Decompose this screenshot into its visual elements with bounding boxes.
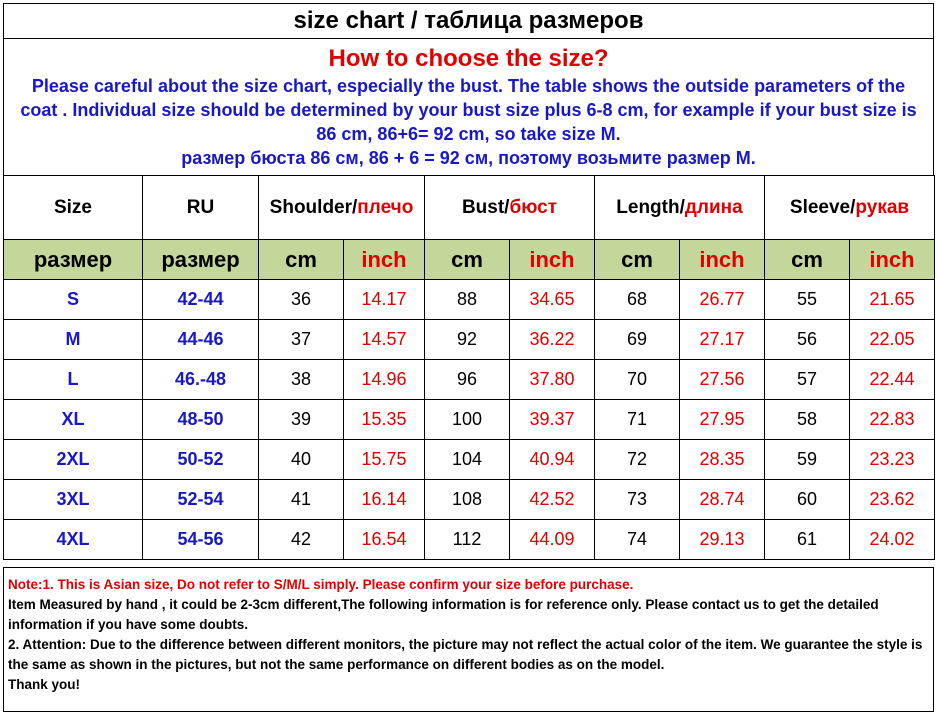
cell-length-cm: 70 [595, 360, 680, 400]
cell-shoulder-in: 14.57 [344, 320, 425, 360]
cell-sleeve-in: 22.05 [850, 320, 935, 360]
cell-length-in: 27.17 [680, 320, 765, 360]
cell-bust-in: 34.65 [510, 280, 595, 320]
cell-length-in: 28.35 [680, 440, 765, 480]
page-title: size chart / таблица размеров [3, 3, 934, 39]
table-row [4, 480, 935, 520]
cell-ru: 54-56 [143, 520, 259, 560]
cell-bust-cm: 92 [425, 320, 510, 360]
size-chart-page [3, 3, 934, 712]
cell-ru: 42-44 [143, 280, 259, 320]
cell-sleeve-in: 23.23 [850, 440, 935, 480]
cell-length-in: 27.95 [680, 400, 765, 440]
cell-bust-cm: 96 [425, 360, 510, 400]
cell-shoulder-in: 14.96 [344, 360, 425, 400]
table-header-row [4, 176, 935, 240]
cell-length-cm: 71 [595, 400, 680, 440]
cell-ru: 44-46 [143, 320, 259, 360]
cell-shoulder-in: 15.35 [344, 400, 425, 440]
subheader-shoulder-cm: cm [259, 240, 344, 280]
cell-size: S [4, 280, 143, 320]
header-shoulder-en: Shoulder/ [269, 196, 358, 218]
cell-shoulder-cm: 41 [259, 480, 344, 520]
header-bust-ru: бюст [509, 196, 558, 218]
cell-size: 3XL [4, 480, 143, 520]
cell-shoulder-in: 15.75 [344, 440, 425, 480]
cell-length-in: 27.56 [680, 360, 765, 400]
cell-sleeve-in: 23.62 [850, 480, 935, 520]
cell-bust-cm: 88 [425, 280, 510, 320]
cell-bust-in: 39.37 [510, 400, 595, 440]
cell-size: 4XL [4, 520, 143, 560]
cell-bust-cm: 108 [425, 480, 510, 520]
header-length [595, 176, 765, 240]
cell-sleeve-in: 24.02 [850, 520, 935, 560]
cell-shoulder-cm: 37 [259, 320, 344, 360]
cell-ru: 50-52 [143, 440, 259, 480]
cell-length-in: 26.77 [680, 280, 765, 320]
table-row [4, 280, 935, 320]
cell-bust-in: 37.80 [510, 360, 595, 400]
header-bust-en: Bust/ [461, 196, 510, 218]
cell-sleeve-cm: 59 [765, 440, 850, 480]
header-ru: RU [143, 176, 259, 240]
note-thanks: Thank you! [8, 677, 81, 692]
cell-size: XL [4, 400, 143, 440]
cell-length-in: 28.74 [680, 480, 765, 520]
subheader-sleeve-cm: cm [765, 240, 850, 280]
size-table [3, 175, 935, 560]
subheader-sleeve-inch: inch [850, 240, 935, 280]
cell-bust-in: 40.94 [510, 440, 595, 480]
cell-bust-cm: 104 [425, 440, 510, 480]
cell-length-cm: 72 [595, 440, 680, 480]
cell-bust-cm: 100 [425, 400, 510, 440]
cell-bust-cm: 112 [425, 520, 510, 560]
header-sleeve-en: Sleeve/ [789, 196, 856, 218]
cell-length-cm: 73 [595, 480, 680, 520]
header-sleeve [765, 176, 935, 240]
header-sleeve-ru: рукав [855, 196, 910, 218]
cell-sleeve-in: 22.44 [850, 360, 935, 400]
subheader-size: размер [4, 240, 143, 280]
header-shoulder-ru: плечо [357, 196, 414, 218]
cell-length-cm: 74 [595, 520, 680, 560]
note-monitor-attention: 2. Attention: Due to the difference between different monitors, the picture may not reflect the actual color of the item. We guarantee the style is the same as shown in the pictures, but not the same performance on different bodies as on the model. [8, 637, 923, 672]
cell-sleeve-cm: 58 [765, 400, 850, 440]
note-asian-size: Note:1. This is Asian size, Do not refer to S/M/L simply. Please confirm your size before purchase. [8, 577, 634, 592]
header-shoulder [259, 176, 425, 240]
cell-shoulder-cm: 42 [259, 520, 344, 560]
cell-shoulder-cm: 38 [259, 360, 344, 400]
intro-paragraph-ru: размер бюста 86 см, 86 + 6 = 92 см, поэтому возьмите размер M. [181, 148, 756, 168]
cell-ru: 52-54 [143, 480, 259, 520]
cell-shoulder-in: 16.14 [344, 480, 425, 520]
cell-shoulder-in: 14.17 [344, 280, 425, 320]
table-row [4, 520, 935, 560]
cell-shoulder-cm: 40 [259, 440, 344, 480]
table-row [4, 440, 935, 480]
subheader-length-cm: cm [595, 240, 680, 280]
cell-sleeve-cm: 61 [765, 520, 850, 560]
note-measured-by-hand: Item Measured by hand , it could be 2-3cm different,The following information is for reference only. Please contact us to get the detailed information if you have some doubts. [8, 597, 879, 632]
notes-section [3, 567, 934, 712]
cell-length-cm: 68 [595, 280, 680, 320]
cell-bust-in: 36.22 [510, 320, 595, 360]
cell-sleeve-in: 22.83 [850, 400, 935, 440]
table-subheader-row [4, 240, 935, 280]
intro-paragraph: Please careful about the size chart, especially the bust. The table shows the outside parameters of the coat . Individual size should be determined by your bust size plus 6-8 cm, for example if your bust size is 86 cm, 86+6= 92 cm, so take size M. [20, 76, 917, 144]
subheader-bust-inch: inch [510, 240, 595, 280]
subheader-shoulder-inch: inch [344, 240, 425, 280]
cell-size: L [4, 360, 143, 400]
cell-sleeve-cm: 57 [765, 360, 850, 400]
cell-ru: 48-50 [143, 400, 259, 440]
subheader-ru: размер [143, 240, 259, 280]
intro-heading: How to choose the size? [328, 45, 609, 72]
cell-sleeve-in: 21.65 [850, 280, 935, 320]
intro-section [3, 39, 934, 175]
cell-size: M [4, 320, 143, 360]
cell-sleeve-cm: 56 [765, 320, 850, 360]
header-bust [425, 176, 595, 240]
table-row [4, 320, 935, 360]
table-row [4, 400, 935, 440]
cell-shoulder-cm: 36 [259, 280, 344, 320]
cell-ru: 46.-48 [143, 360, 259, 400]
subheader-bust-cm: cm [425, 240, 510, 280]
table-row [4, 360, 935, 400]
cell-bust-in: 44.09 [510, 520, 595, 560]
header-length-ru: длина [684, 196, 743, 218]
cell-sleeve-cm: 55 [765, 280, 850, 320]
cell-sleeve-cm: 60 [765, 480, 850, 520]
cell-size: 2XL [4, 440, 143, 480]
subheader-length-inch: inch [680, 240, 765, 280]
header-size: Size [4, 176, 143, 240]
cell-shoulder-cm: 39 [259, 400, 344, 440]
cell-length-cm: 69 [595, 320, 680, 360]
cell-shoulder-in: 16.54 [344, 520, 425, 560]
cell-bust-in: 42.52 [510, 480, 595, 520]
cell-length-in: 29.13 [680, 520, 765, 560]
header-length-en: Length/ [616, 196, 685, 218]
